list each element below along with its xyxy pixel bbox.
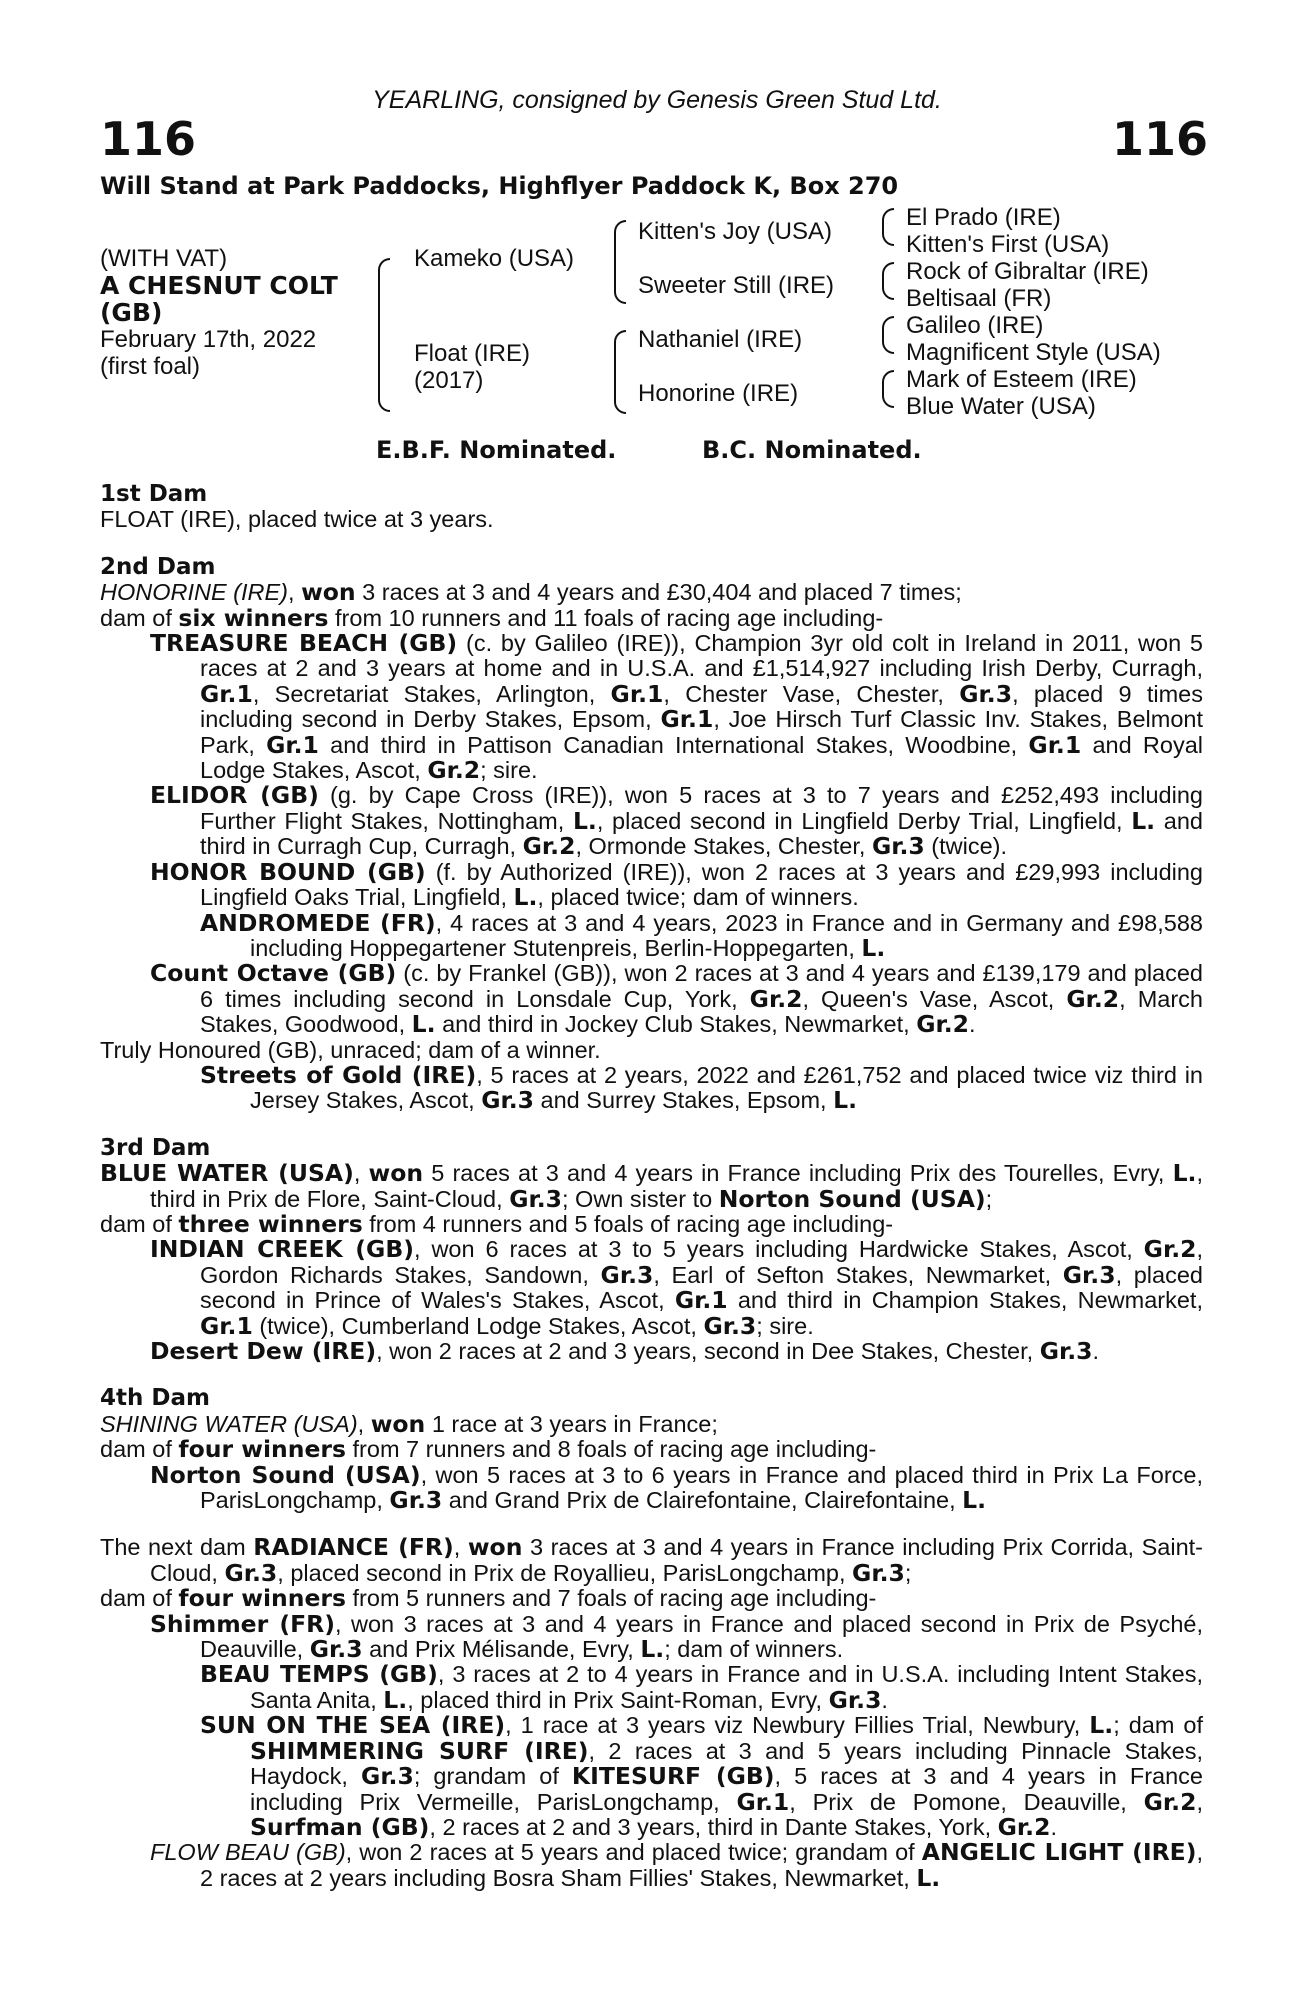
text-segment: dam of <box>100 604 179 631</box>
produce-records <box>100 580 1203 1891</box>
bold-segment: three winners <box>178 1209 363 1238</box>
second-dam-heading: 2nd Dam <box>100 553 216 580</box>
text-segment: , <box>1196 1788 1203 1815</box>
bold-segment: four winners <box>178 1435 346 1464</box>
bold-segment: Gr.2 <box>997 1812 1051 1841</box>
text-segment: and third in Pattison Canadian International Stakes, Woodbine, <box>318 731 1029 758</box>
text-segment: ; Own sister to <box>562 1185 719 1212</box>
stand-location: Will Stand at Park Paddocks, Highflyer Paddock K, Box 270 <box>100 172 899 200</box>
text-segment: , placed second in Lingfield Derby Trial, Lingfield, <box>596 807 1132 834</box>
bold-segment: Gr.1 <box>266 730 319 759</box>
bold-segment: L. <box>833 1086 858 1115</box>
bold-segment: won <box>467 1533 523 1562</box>
text-segment: SHINING WATER (USA) <box>100 1410 358 1437</box>
produce-record <box>100 908 1203 962</box>
bold-segment: ELIDOR (GB) <box>150 781 319 810</box>
bold-segment: Surfman (GB) <box>250 1812 430 1841</box>
bold-segment: Gr.3 <box>1039 1337 1093 1365</box>
bold-segment: RADIANCE (FR) <box>253 1533 454 1562</box>
lot-number-left: 116 <box>100 112 197 166</box>
bold-segment: Gr.1 <box>736 1787 790 1816</box>
brace-sd <box>882 262 894 300</box>
produce-record <box>100 1609 1203 1664</box>
bold-segment: Gr.1 <box>660 705 714 734</box>
text-segment: FLOW BEAU (GB) <box>150 1839 346 1866</box>
text-segment: and Grand Prix de Clairefontaine, Clairefontaine, <box>442 1487 963 1514</box>
text-segment: , Joe Hirsch Turf Classic Inv. Stakes, Belmont Park, <box>200 706 1204 758</box>
bold-segment: L. <box>383 1685 408 1714</box>
bold-segment: Gr.3 <box>224 1558 278 1587</box>
text-segment: ; dam of winners. <box>664 1636 844 1663</box>
text-segment: , won 2 races at 2 and 3 years, second in Dee Stakes, Chester, <box>376 1338 1040 1364</box>
bold-segment: Gr.2 <box>427 756 481 785</box>
birth-date: February 17th, 2022 <box>100 326 317 353</box>
produce-record <box>100 580 1203 605</box>
produce-record <box>100 1586 1203 1611</box>
produce-record <box>100 1840 1203 1891</box>
bold-segment: BEAU TEMPS (GB) <box>200 1660 438 1689</box>
produce-record <box>100 1209 1203 1238</box>
bold-segment: TREASURE BEACH (GB) <box>150 629 458 658</box>
text-segment: 1 race at 3 years in France; <box>425 1410 718 1437</box>
sdd: Beltisaal (FR) <box>906 285 1052 312</box>
text-segment: , 4 races at 3 and 4 years, 2023 in France and in Germany and £98,588 including Hoppegartener Stutenpreis, Berlin-Hoppegarten, <box>250 909 1203 961</box>
third-dam-heading: 3rd Dam <box>100 1134 211 1161</box>
text-segment: , won 2 races at 5 years and placed twice; grandam of <box>345 1839 922 1866</box>
lot-number-right: 116 <box>1111 112 1208 166</box>
ebf-nomination: E.B.F. Nominated. <box>376 436 617 464</box>
bc-nomination: B.C. Nominated. <box>702 436 922 464</box>
text-segment: , <box>453 1534 468 1561</box>
text-segment: and Surrey Stakes, Epsom, <box>534 1087 834 1114</box>
produce-record <box>100 783 1203 859</box>
text-segment: , won 3 races at 3 and 4 years in France and placed second in Prix de Psyché, Deauville, <box>200 1610 1203 1663</box>
bold-segment: Gr.2 <box>916 1010 970 1039</box>
bold-segment: Gr.3 <box>481 1086 534 1115</box>
sire-name: Kameko (USA) <box>414 245 575 272</box>
text-segment: , placed twice; dam of winners. <box>537 884 859 911</box>
text-segment: . <box>881 1686 888 1713</box>
bold-segment: HONOR BOUND (GB) <box>150 857 426 886</box>
bold-segment: Gr.3 <box>509 1184 562 1213</box>
text-segment: Truly Honoured (GB), unraced; dam of a winner. <box>100 1036 601 1063</box>
text-segment: ; sire. <box>480 757 538 784</box>
text-segment: , won 6 races at 3 to 5 years including Hardwicke Stakes, Ascot, <box>414 1236 1144 1263</box>
bold-segment: Streets of Gold (IRE) <box>200 1060 477 1089</box>
bold-segment: Gr.3 <box>871 832 925 861</box>
bold-segment: L. <box>1089 1711 1114 1740</box>
horse-title: A CHESNUT COLT <box>100 271 338 300</box>
bold-segment: Norton Sound (USA) <box>150 1460 421 1489</box>
bold-segment: L. <box>1172 1159 1197 1188</box>
text-segment: . <box>1092 1338 1100 1364</box>
text-segment: from 5 runners and 7 foals of racing age including- <box>346 1585 877 1612</box>
text-segment: from 4 runners and 5 foals of racing age including- <box>362 1210 894 1237</box>
text-segment: , 5 races at 2 years, 2022 and £261,752 and placed twice viz third in Jersey Stakes, Ascot, <box>250 1061 1203 1114</box>
text-segment: dam of <box>100 1436 179 1463</box>
text-segment: , Ormonde Stakes, Chester, <box>575 833 872 860</box>
bold-segment: Gr.2 <box>1143 1787 1197 1816</box>
brace-ds <box>882 316 894 354</box>
bold-segment: Gr.1 <box>200 679 253 708</box>
text-segment: , Earl of Sefton Stakes, Newmarket, <box>653 1261 1063 1288</box>
produce-record <box>100 1161 1203 1212</box>
text-segment: from 10 runners and 11 foals of racing age including- <box>328 604 884 631</box>
bold-segment: won <box>368 1159 424 1188</box>
vat-note: (WITH VAT) <box>100 245 228 272</box>
bold-segment: Gr.3 <box>389 1486 443 1515</box>
text-segment: (c. by Galileo (IRE)), Champion 3yr old colt in Ireland in 2011, won 5 races at 2 and 3 years at home and in U.S.A. and £1,514,927 including Irish Derby, Curragh, <box>200 630 1204 682</box>
section-gap <box>100 1513 1203 1535</box>
bold-segment: six winners <box>178 603 329 632</box>
text-segment: , third in Prix de Flore, Saint-Cloud, <box>150 1160 1203 1212</box>
produce-record <box>100 1038 1203 1063</box>
bold-segment: Gr.3 <box>600 1260 654 1289</box>
text-segment: ; dam of <box>1113 1712 1204 1739</box>
text-segment: , <box>357 1410 371 1437</box>
text-segment: The next dam <box>100 1534 254 1561</box>
text-segment: and Prix Mélisande, Evry, <box>362 1636 641 1663</box>
text-segment: , <box>353 1160 369 1187</box>
bold-segment: L. <box>916 1863 941 1892</box>
text-segment: dam of <box>100 1585 179 1612</box>
text-segment: , placed second in Prix de Royallieu, ParisLongchamp, <box>277 1559 853 1586</box>
bold-segment: Gr.3 <box>361 1762 414 1791</box>
text-segment: 5 races at 3 and 4 years in France including Prix des Tourelles, Evry, <box>423 1160 1173 1187</box>
text-segment: . <box>969 1011 976 1038</box>
text-segment: . <box>1050 1813 1057 1840</box>
bold-segment: KITESURF (GB) <box>571 1762 775 1791</box>
text-segment: , Gordon Richards Stakes, Sandown, <box>200 1236 1204 1288</box>
bold-segment: Gr.2 <box>1143 1235 1197 1264</box>
text-segment: and third in Champion Stakes, Newmarket, <box>727 1287 1203 1314</box>
bold-segment: Shimmer (FR) <box>150 1609 335 1638</box>
bold-segment: Gr.2 <box>522 832 576 861</box>
bold-segment: Gr.1 <box>674 1286 728 1315</box>
dds: Mark of Esteem (IRE) <box>906 366 1137 393</box>
bold-segment: four winners <box>178 1584 346 1613</box>
text-segment: and third in Jockey Club Stakes, Newmarket, <box>435 1011 917 1038</box>
produce-record <box>100 1237 1203 1339</box>
first-dam-heading: 1st Dam <box>100 481 208 507</box>
sire-dam: Sweeter Still (IRE) <box>638 272 835 299</box>
text-segment: , 1 race at 3 years viz Newbury Fillies Trial, Newbury, <box>505 1712 1090 1739</box>
bold-segment: Gr.1 <box>610 679 664 708</box>
bold-segment: Desert Dew (IRE) <box>150 1337 377 1365</box>
text-segment: ; sire. <box>756 1312 814 1339</box>
bold-segment: Count Octave (GB) <box>150 959 397 988</box>
dss: Galileo (IRE) <box>906 312 1044 339</box>
text-segment: ; <box>904 1559 912 1586</box>
produce-record <box>100 961 1203 1037</box>
text-segment: (twice). <box>924 833 1007 860</box>
text-segment: , <box>288 579 302 606</box>
bold-segment: SUN ON THE SEA (IRE) <box>200 1711 506 1740</box>
consignment-line: YEARLING, consigned by Genesis Green Stud Ltd. <box>372 86 942 114</box>
bold-segment: SHIMMERING SURF (IRE) <box>250 1736 589 1765</box>
text-segment: (c. by Frankel (GB)), won 2 races at 3 and 4 years and £139,179 and placed 6 times including second in Lonsdale Cup, York, <box>200 960 1203 1012</box>
text-segment: , placed 9 times including second in Derby Stakes, Epsom, <box>200 680 1203 733</box>
dsd: Magnificent Style (USA) <box>906 339 1161 366</box>
bold-segment: INDIAN CREEK (GB) <box>150 1235 414 1264</box>
produce-record <box>100 1460 1203 1515</box>
bold-segment: L. <box>861 933 886 962</box>
brace-ss <box>882 208 894 246</box>
sss: El Prado (IRE) <box>906 204 1061 231</box>
bold-segment: Gr.1 <box>200 1311 253 1340</box>
produce-record <box>100 1713 1203 1840</box>
bold-segment: L. <box>962 1486 987 1515</box>
text-segment: , 2 races at 2 years including Bosra Sham Fillies' Stakes, Newmarket, <box>200 1839 1203 1891</box>
produce-record <box>100 1409 1203 1438</box>
text-segment: and third in Curragh Cup, Curragh, <box>200 807 1203 860</box>
bold-segment: L. <box>640 1635 665 1664</box>
fourth-dam-heading: 4th Dam <box>100 1385 210 1412</box>
first-dam-text: FLOAT (IRE), placed twice at 3 years. <box>100 506 494 533</box>
bold-segment: Gr.1 <box>1028 730 1082 759</box>
sds: Rock of Gibraltar (IRE) <box>906 258 1149 285</box>
dam-dam: Honorine (IRE) <box>638 380 799 407</box>
text-segment: , Secretariat Stakes, Arlington, <box>252 680 611 707</box>
text-segment: and Royal Lodge Stakes, Ascot, <box>200 731 1203 784</box>
dam-year: (2017) <box>414 367 484 394</box>
bold-segment: won <box>301 578 356 607</box>
bold-segment: ANGELIC LIGHT (IRE) <box>921 1838 1197 1867</box>
bold-segment: BLUE WATER (USA) <box>100 1159 354 1188</box>
bold-segment: Gr.3 <box>852 1558 905 1587</box>
text-segment: from 7 runners and 8 foals of racing age including- <box>346 1436 877 1463</box>
sire-sire: Kitten's Joy (USA) <box>638 218 832 245</box>
bold-segment: Gr.3 <box>828 1685 882 1714</box>
bold-segment: Gr.2 <box>1066 984 1120 1013</box>
text-segment: ; grandam of <box>413 1763 572 1790</box>
text-segment: , placed third in Prix Saint-Roman, Evry, <box>407 1686 829 1713</box>
produce-record <box>100 1437 1203 1462</box>
dam-name: Float (IRE) <box>414 340 531 367</box>
text-segment: , placed second in Prince of Wales's Stakes, Ascot, <box>200 1261 1203 1314</box>
bold-segment: Norton Sound (USA) <box>718 1184 986 1213</box>
text-segment: , 3 races at 2 to 4 years in France and in U.S.A. including Intent Stakes, Santa Anita, <box>250 1661 1203 1713</box>
horse-country: (GB) <box>100 298 163 327</box>
produce-record <box>100 603 1203 632</box>
produce-record <box>100 1535 1203 1586</box>
text-segment: , Queen's Vase, Ascot, <box>802 985 1067 1012</box>
text-segment: (twice), Cumberland Lodge Stakes, Ascot, <box>252 1312 704 1339</box>
bold-segment: Gr.3 <box>959 679 1013 708</box>
bold-segment: Gr.3 <box>703 1311 757 1340</box>
text-segment: , 2 races at 2 and 3 years, third in Dante Stakes, York, <box>429 1813 998 1840</box>
produce-record <box>100 857 1203 912</box>
text-segment: ; <box>985 1185 993 1212</box>
text-segment: , won 5 races at 3 to 6 years in France and placed third in Prix La Force, ParisLongchamp, <box>200 1461 1203 1514</box>
text-segment: (f. by Authorized (IRE)), won 2 races at 3 years and £29,993 including Lingfield Oaks Trial, Lingfield, <box>200 858 1203 911</box>
text-segment: , 2 races at 3 and 5 years including Pinnacle Stakes, Haydock, <box>250 1737 1203 1790</box>
ddd: Blue Water (USA) <box>906 393 1096 420</box>
text-segment: , March Stakes, Goodwood, <box>200 985 1204 1038</box>
text-segment: HONORINE (IRE) <box>100 579 288 606</box>
foal-note: (first foal) <box>100 353 201 380</box>
ssd: Kitten's First (USA) <box>906 231 1110 258</box>
text-segment: , Prix de Pomone, Deauville, <box>789 1788 1144 1815</box>
pedigree-brace-main <box>378 258 390 412</box>
bold-segment: L. <box>572 806 597 835</box>
produce-record <box>100 631 1203 783</box>
brace-dd <box>882 370 894 408</box>
bold-segment: Gr.2 <box>749 984 803 1013</box>
bold-segment: won <box>370 1409 426 1438</box>
bold-segment: Gr.3 <box>309 1635 363 1664</box>
pedigree-brace-sire <box>614 220 626 304</box>
bold-segment: L. <box>1131 806 1156 835</box>
text-segment: , Chester Vase, Chester, <box>663 680 960 707</box>
dam-sire: Nathaniel (IRE) <box>638 326 803 353</box>
horse-description <box>100 245 338 380</box>
bold-segment: ANDROMEDE (FR) <box>200 908 436 937</box>
text-segment: 3 races at 3 and 4 years in France including Prix Corrida, Saint-Cloud, <box>150 1534 1204 1586</box>
pedigree-brace-dam <box>614 330 626 414</box>
produce-record <box>100 1060 1203 1115</box>
text-segment: dam of <box>100 1210 179 1237</box>
text-segment: (g. by Cape Cross (IRE)), won 5 races at 3 to 7 years and £252,493 including Further Flight Stakes, Nottingham, <box>200 782 1203 834</box>
produce-record <box>100 1662 1203 1713</box>
text-segment: , 5 races at 3 and 4 years in France including Prix Vermeille, ParisLongchamp, <box>250 1763 1203 1815</box>
bold-segment: Gr.3 <box>1062 1260 1116 1289</box>
text-segment: 3 races at 3 and 4 years and £30,404 and placed 7 times; <box>355 579 962 606</box>
bold-segment: L. <box>411 1010 436 1039</box>
catalogue-body <box>100 482 1203 1891</box>
produce-record <box>100 1339 1203 1364</box>
bold-segment: L. <box>513 883 538 912</box>
